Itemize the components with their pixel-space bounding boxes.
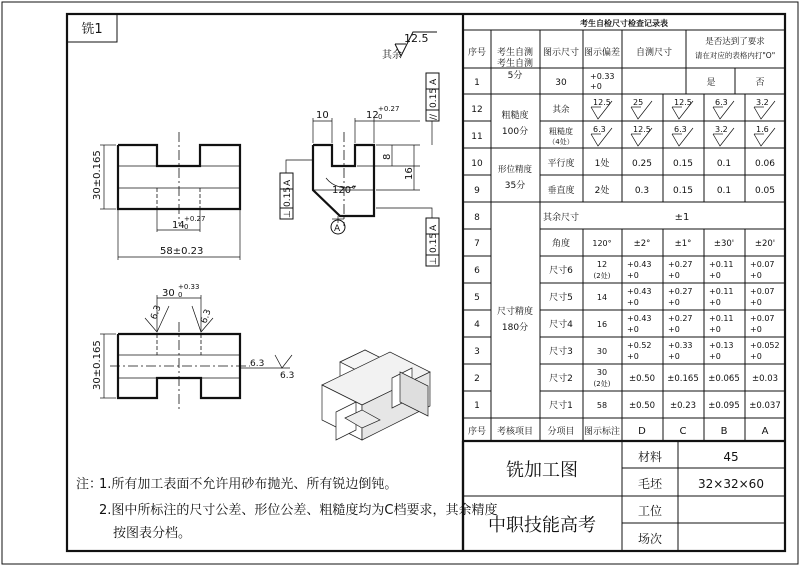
side-tol-upper: +0.27: [378, 105, 400, 113]
dims-2-cell-3: ±0.03: [751, 374, 779, 384]
form-score: 35分: [504, 181, 526, 191]
form-10-cell-0: 0.25: [631, 159, 653, 169]
bottom-tol-upper: +0.33: [178, 283, 200, 291]
rough-item-11-sub: （4处）: [548, 138, 574, 146]
title-block: [463, 441, 785, 551]
note-line-3: 按图表分档。: [113, 526, 192, 541]
form-seq-9: 9: [474, 186, 480, 196]
hdr-fig-size: 图示尺寸: [542, 48, 580, 58]
label-material: 材料: [637, 450, 663, 464]
roughness-cells: [591, 98, 775, 146]
dims-size-6: 12: [596, 260, 608, 269]
label-blank: 毛坯: [637, 477, 663, 491]
dims-size-sub-2: (2处): [593, 380, 611, 388]
front-view: [92, 132, 240, 260]
dims-7-cell-3: ±20': [754, 239, 776, 249]
dims-size-7: 120°: [592, 239, 612, 248]
dims-item-5: 尺寸5: [549, 293, 573, 303]
self-yes: 是: [706, 78, 716, 88]
fcf-perp-left-symbol: ⊥: [283, 210, 293, 218]
fcf-perp-left-datum: A: [283, 179, 293, 186]
rough-seq-11: 11: [471, 132, 483, 142]
dims-4-cell-3-lower: +0: [750, 325, 762, 334]
bottom-width-dim: 30: [162, 288, 175, 299]
dims-item-4: 尺寸4: [549, 320, 573, 330]
dims-score: 180分: [501, 323, 529, 333]
dims-4-cell-2-lower: +0: [709, 325, 721, 334]
fcf-perp-right: [376, 208, 439, 266]
fcf-parallel: [426, 73, 439, 145]
dims-group: 尺寸精度: [496, 307, 534, 317]
front-slot-tol-upper: +0.27: [184, 215, 206, 223]
rough-12-cell-4: 3.2: [756, 98, 769, 107]
dims-size-5: 14: [596, 293, 608, 302]
hdr-seq: 序号: [467, 48, 487, 58]
dims-seq-4: 4: [474, 320, 480, 330]
note-line-1: 1.所有加工表面不允许用砂布抛光、所有锐边倒钝。: [99, 477, 398, 492]
dims-6-cell-3-lower: +0: [750, 271, 762, 280]
form-10-cell-2: 0.1: [716, 159, 732, 169]
form-9-cell-2: 0.1: [716, 186, 732, 196]
bottom-finish-side: 6.3: [250, 359, 265, 369]
dims-4-cell-1-upper: +0.27: [668, 314, 693, 323]
dims-seq-8: 8: [474, 213, 480, 223]
rough-12-cell-3: 6.3: [715, 98, 728, 107]
dims-seq-3: 3: [474, 347, 480, 357]
dims-4-cell-0-upper: +0.43: [627, 314, 652, 323]
fcf-parallel-datum: A: [429, 78, 439, 85]
hdr-meets-1: 是否达到了要求: [705, 37, 765, 47]
form-seq-10: 10: [471, 159, 483, 169]
dims-2-cell-0: ±0.50: [628, 374, 656, 384]
form-9-cell-3: 0.05: [754, 186, 776, 196]
rough-11-cell-3: 3.2: [715, 125, 728, 134]
side-angle: 120°: [332, 185, 357, 196]
form-count-10: 1处: [594, 159, 610, 169]
dims-5-cell-0-lower: +0: [627, 298, 639, 307]
dims-item-2: 尺寸2: [549, 374, 573, 384]
bottom-height-dim: 30±0.165: [92, 340, 103, 390]
rough-11-cell-2: 6.3: [674, 125, 687, 134]
dims-3-cell-2-upper: +0.13: [709, 341, 734, 350]
fcf-perp-left: [280, 160, 313, 219]
dims-item-3: 尺寸3: [549, 347, 573, 357]
dims-4-cell-3-upper: +0.07: [750, 314, 775, 323]
dims-size-1: 58: [596, 401, 608, 410]
notes-prefix: 注：: [76, 477, 103, 492]
self-dev-lower: +0: [590, 82, 602, 91]
dims-6-cell-2-lower: +0: [709, 271, 721, 280]
dims-5-cell-3-upper: +0.07: [750, 287, 775, 296]
dims-6-cell-3-upper: +0.07: [750, 260, 775, 269]
dims-3-cell-1-upper: +0.33: [668, 341, 693, 350]
bottom-view: [92, 283, 294, 412]
bottom-finish-right: 6.3: [199, 308, 214, 326]
hdr-fig-dev: 图示偏差: [583, 48, 621, 58]
notes: [76, 476, 497, 541]
ftr-item: 考核项目: [496, 427, 534, 437]
bottom-tol-lower: 0: [178, 291, 183, 299]
rough-11-cell-4: 1.6: [756, 125, 769, 134]
rough-12-cell-0: 12.5: [593, 98, 611, 107]
ftr-grade-a: A: [761, 426, 769, 437]
drawing-name: 铣加工图: [506, 460, 578, 481]
finish-label: 其余: [382, 50, 402, 61]
label-session: 场次: [637, 532, 663, 546]
ftr-grade-b: B: [720, 426, 728, 437]
hdr-meets-2: 请在对应的表格内打"O": [694, 51, 776, 60]
dims-6-cell-2-upper: +0.11: [709, 260, 734, 269]
dims-4-cell-0-lower: +0: [627, 325, 639, 334]
rough-12-cell-1: 25: [633, 98, 644, 107]
dims-item-8: 其余尺寸: [542, 213, 580, 223]
datum-a: A: [334, 224, 341, 234]
side-view: [280, 73, 439, 266]
dims-seq-2: 2: [474, 374, 480, 384]
form-10-cell-3: 0.06: [754, 159, 776, 169]
rough-11-cell-1: 12.5: [633, 125, 651, 134]
value-material: 45: [723, 450, 739, 464]
self-size: 30: [555, 78, 567, 88]
fcf-perp-right-value: 0.15: [429, 232, 439, 253]
dims-7-cell-2: ±30': [713, 239, 735, 249]
dims-3-cell-0-upper: +0.52: [627, 341, 652, 350]
self-seq: 1: [474, 78, 480, 88]
front-slot-tol-lower: 0: [184, 223, 189, 231]
ftr-sub: 分项目: [547, 427, 575, 437]
side-tol-lower: 0: [378, 113, 383, 121]
finish-value: 12.5: [404, 32, 429, 45]
part-label: 铣1: [81, 22, 103, 37]
ftr-mark: 图示标注: [583, 427, 621, 437]
hdr-measured: 自测尺寸: [635, 48, 673, 58]
rough-score: 100分: [501, 127, 529, 137]
side-dim-12: 12: [366, 110, 379, 121]
note-line-2: 2.图中所标注的尺寸公差、形位公差、粗糙度均为C档要求，其余精度: [99, 503, 498, 518]
side-dim-16: 16: [404, 167, 415, 180]
dims-value-8: ±1: [674, 212, 690, 223]
fcf-parallel-symbol: //: [429, 113, 439, 120]
dims-5-cell-0-upper: +0.43: [627, 287, 652, 296]
dims-item-6: 尺寸6: [549, 266, 573, 276]
form-10-cell-1: 0.15: [672, 159, 694, 169]
dims-seq-6: 6: [474, 266, 480, 276]
value-blank: 32×32×60: [698, 477, 764, 491]
front-width-dim: 58±0.23: [160, 246, 204, 257]
dims-6-cell-0-upper: +0.43: [627, 260, 652, 269]
dims-3-cell-0-lower: +0: [627, 352, 639, 361]
isometric-view: [322, 350, 430, 440]
rough-12-cell-2: 12.5: [674, 98, 692, 107]
surface-finish-symbol: [382, 32, 437, 61]
rough-seq-12: 12: [471, 105, 483, 115]
dims-6-cell-1-lower: +0: [668, 271, 680, 280]
dims-5-cell-1-upper: +0.27: [668, 287, 693, 296]
hdr-self-check: 考生自测: [496, 48, 534, 58]
dims-5-cell-3-lower: +0: [750, 298, 762, 307]
fcf-perp-left-value: 0.15: [283, 186, 293, 207]
bottom-finish-left: 6.3: [149, 304, 164, 322]
front-slot-dim: 14: [172, 220, 185, 231]
dims-6-cell-1-upper: +0.27: [668, 260, 693, 269]
rough-item-12: 其余: [552, 105, 570, 115]
dims-4-cell-2-upper: +0.11: [709, 314, 734, 323]
table-title: 考生自检尺寸检查记录表: [580, 19, 668, 28]
form-item-10: 平行度: [547, 159, 575, 169]
side-dim-8: 8: [382, 153, 393, 160]
dims-seq-7: 7: [474, 239, 480, 249]
drawing-area: [67, 14, 497, 541]
dims-seq-1: 1: [474, 401, 480, 411]
ftr-grade-c: C: [679, 426, 687, 437]
dims-7-cell-0: ±2°: [633, 239, 651, 249]
dims-7-cell-1: ±1°: [674, 239, 692, 249]
rough-group: 粗糙度: [501, 111, 529, 121]
fcf-perp-right-datum: A: [429, 224, 439, 231]
fcf-parallel-value: 0.15: [429, 87, 439, 108]
dims-1-cell-1: ±0.23: [669, 401, 697, 411]
rough-item-11: 粗糙度: [549, 127, 573, 136]
self-score: 5分: [507, 71, 523, 81]
dims-6-cell-0-lower: +0: [627, 271, 639, 280]
dims-1-cell-3: ±0.037: [749, 401, 781, 411]
dims-size-4: 16: [596, 320, 608, 329]
self-dev-upper: +0.33: [590, 72, 615, 81]
dims-item-1: 尺寸1: [549, 401, 573, 411]
side-dim-10: 10: [316, 110, 329, 121]
dims-size-2: 30: [596, 368, 608, 377]
label-station: 工位: [637, 504, 663, 518]
dims-3-cell-2-lower: +0: [709, 352, 721, 361]
dims-item-7: 角度: [551, 239, 571, 249]
form-count-9: 2处: [594, 186, 610, 196]
dims-seq-5: 5: [474, 293, 480, 303]
dims-1-cell-2: ±0.095: [708, 401, 740, 411]
bottom-finish-side2: 6.3: [280, 371, 295, 381]
fcf-perp-right-symbol: ⊥: [429, 257, 439, 265]
dims-3-cell-1-lower: +0: [668, 352, 680, 361]
dims-5-cell-1-lower: +0: [668, 298, 680, 307]
dims-2-cell-2: ±0.065: [708, 374, 740, 384]
ftr-grade-d: D: [638, 426, 646, 437]
rough-11-cell-0: 6.3: [593, 125, 606, 134]
drawing-org: 中职技能高考: [488, 515, 596, 536]
form-group: 形位精度: [497, 165, 533, 175]
dims-3-cell-3-upper: +0.052: [750, 341, 780, 350]
dims-size-3: 30: [596, 347, 608, 356]
dims-2-cell-1: ±0.165: [667, 374, 699, 384]
front-height-dim: 30±0.165: [92, 150, 103, 200]
dims-1-cell-0: ±0.50: [628, 401, 656, 411]
ftr-seq: 序号: [467, 427, 487, 437]
dims-size-sub-6: (2处): [593, 272, 611, 280]
dims-4-cell-1-lower: +0: [668, 325, 680, 334]
form-9-cell-0: 0.3: [634, 186, 650, 196]
dims-5-cell-2-lower: +0: [709, 298, 721, 307]
form-9-cell-1: 0.15: [672, 186, 694, 196]
form-item-9: 垂直度: [547, 186, 575, 196]
dims-3-cell-3-lower: +0: [750, 352, 762, 361]
self-label: 考生自测: [496, 59, 534, 69]
self-no: 否: [755, 78, 765, 88]
dims-5-cell-2-upper: +0.11: [709, 287, 734, 296]
